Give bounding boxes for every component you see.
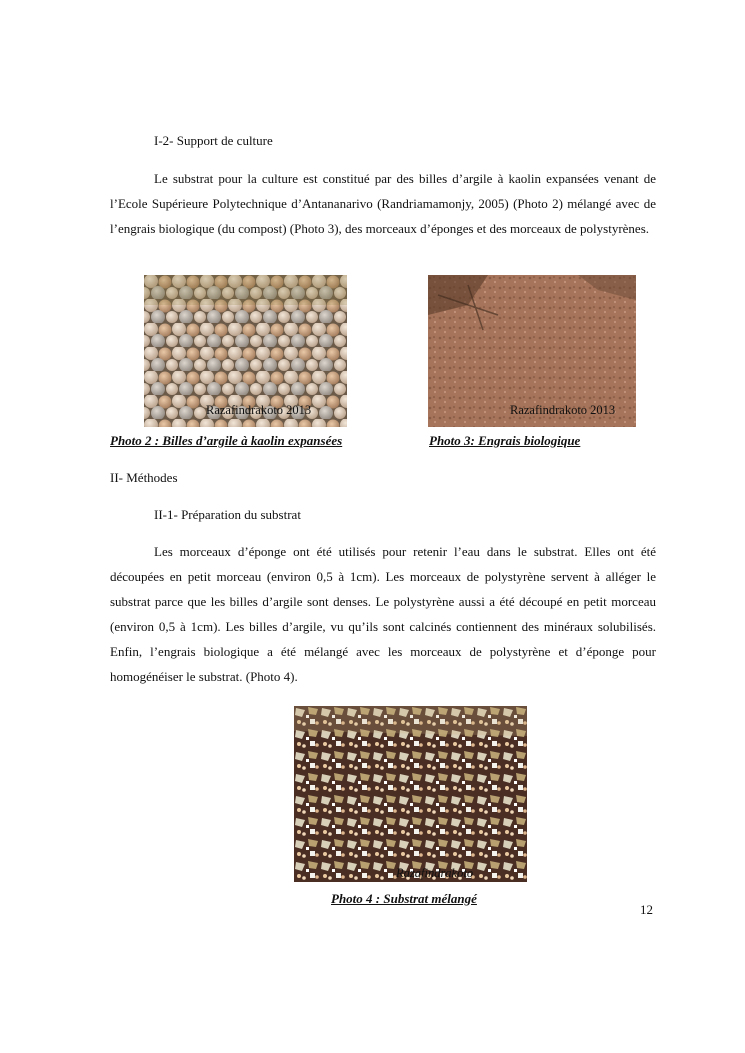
paragraph-substrat <box>110 166 656 241</box>
section-heading-support-culture: I-2- Support de culture <box>154 133 273 148</box>
subsection-heading-preparation: II-1- Préparation du substrat <box>154 507 301 522</box>
photo2-credit: Razafindrakoto 2013 <box>206 403 312 417</box>
section-heading-methodes: II- Méthodes <box>110 470 178 485</box>
photo-compost <box>428 275 636 427</box>
photo4-credit: Razafindrakoto <box>396 866 474 880</box>
photo2-caption: Photo 2 : Billes d’argile à kaolin expansées <box>110 433 343 448</box>
photo3-caption: Photo 3: Engrais biologique <box>429 433 581 448</box>
paragraph-preparation-text: Les morceaux d’éponge ont été utilisés pour retenir l’eau dans le substrat. Elles ont été découpées en petit morceau (environ 0,5 à 1cm). Les morceaux de polystyrène servent à alléger le substrat parce que les billes d’argile sont denses. Le polystyrène aussi a été découpé en petit morceau (environ 0,5 à 1cm). Les billes d’argile, vu qu’ils sont calcinés contiennent des minéraux solubilisés. Enfin, l’engrais biologique a été mélangé avec les morceaux de polystyrène et d’éponge pour homogénéiser le substrat. (Photo 4). <box>110 544 656 684</box>
photo-mixed-substrate <box>294 706 527 882</box>
photo3-credit: Razafindrakoto 2013 <box>510 403 616 417</box>
photo-clay-balls <box>144 275 347 427</box>
page-number: 12 <box>640 902 653 917</box>
photo4-caption: Photo 4 : Substrat mélangé <box>331 891 477 906</box>
mixed-substrate-image <box>294 706 527 882</box>
paragraph-substrat-text: Le substrat pour la culture est constitué par des billes d’argile à kaolin expansées venant de l’Ecole Supérieure Polytechnique d’Antananarivo (Randriamamonjy, 2005) (Photo 2) mélangé avec de l’engrais biologique (du compost) (Photo 3), des morceaux d’éponges et des morceaux de polystyrènes. <box>110 171 656 236</box>
paragraph-preparation <box>110 539 656 689</box>
